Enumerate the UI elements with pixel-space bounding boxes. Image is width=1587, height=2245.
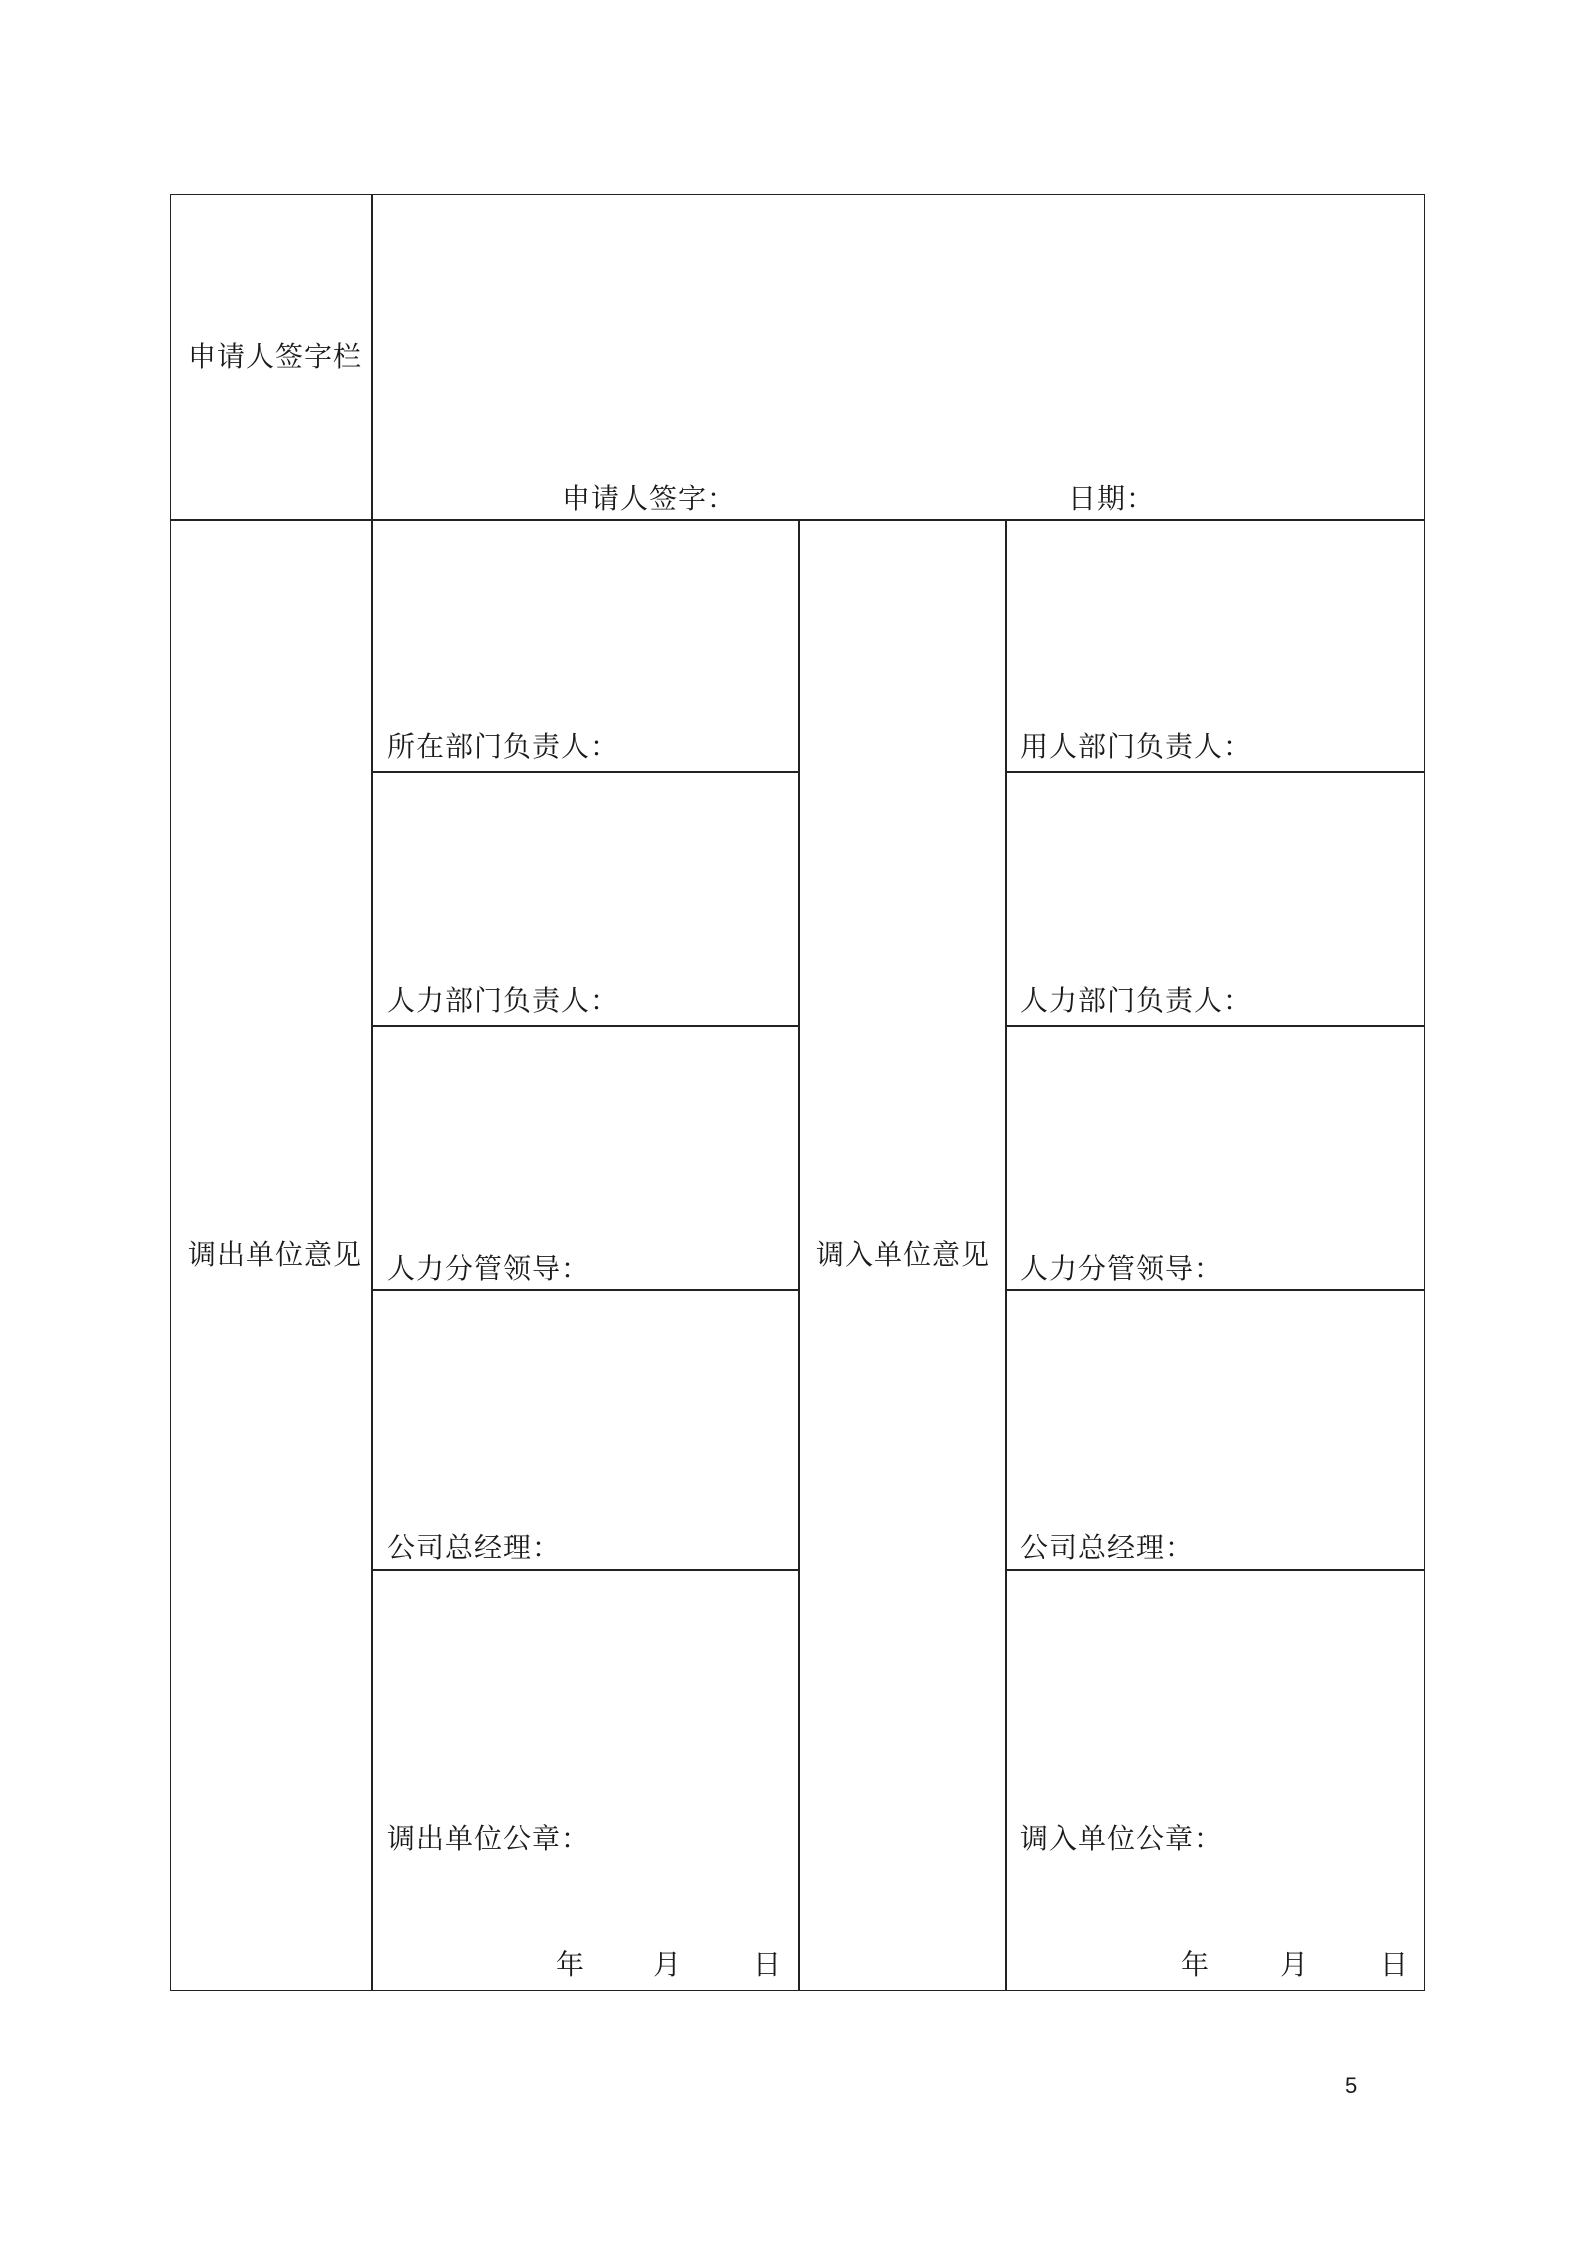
transfer-in-employing-department-head-label: 用人部门负责人： xyxy=(1020,730,1253,763)
applicant-signature-label: 申请人签字： xyxy=(562,482,737,515)
transfer-out-general-manager-label: 公司总经理： xyxy=(387,1531,562,1564)
transfer-in-month-label: 月 xyxy=(1280,1948,1309,1981)
transfer-in-hr-head-label: 人力部门负责人： xyxy=(1020,984,1253,1017)
transfer-out-year-label: 年 xyxy=(556,1948,585,1981)
page-number: 5 xyxy=(1345,2073,1358,2098)
transfer-in-seal-label: 调入单位公章： xyxy=(1020,1822,1224,1855)
transfer-out-department-head-label: 所在部门负责人： xyxy=(387,730,620,763)
transfer-in-general-manager-label: 公司总经理： xyxy=(1020,1531,1195,1564)
transfer-in-year-label: 年 xyxy=(1181,1948,1210,1981)
transfer-out-hr-head-label: 人力部门负责人： xyxy=(387,984,620,1017)
transfer-out-section-label: 调出单位意见 xyxy=(188,1238,363,1271)
transfer-out-month-label: 月 xyxy=(653,1948,682,1981)
transfer-out-row[interactable] xyxy=(371,1569,800,1991)
transfer-out-seal-label: 调出单位公章： xyxy=(387,1822,591,1855)
applicant-section-label: 申请人签字栏 xyxy=(188,340,363,373)
transfer-in-row[interactable] xyxy=(1005,1289,1425,1571)
transfer-in-hr-leader-label: 人力分管领导： xyxy=(1020,1252,1224,1285)
transfer-out-row[interactable] xyxy=(371,1289,800,1571)
transfer-in-row[interactable] xyxy=(1005,1569,1425,1991)
transfer-in-day-label: 日 xyxy=(1380,1948,1409,1981)
transfer-in-section-label: 调入单位意见 xyxy=(816,1238,991,1271)
applicant-date-label: 日期： xyxy=(1068,482,1156,515)
transfer-out-day-label: 日 xyxy=(753,1948,782,1981)
transfer-out-hr-leader-label: 人力分管领导： xyxy=(387,1252,591,1285)
applicant-signature-cell[interactable] xyxy=(371,194,1425,521)
